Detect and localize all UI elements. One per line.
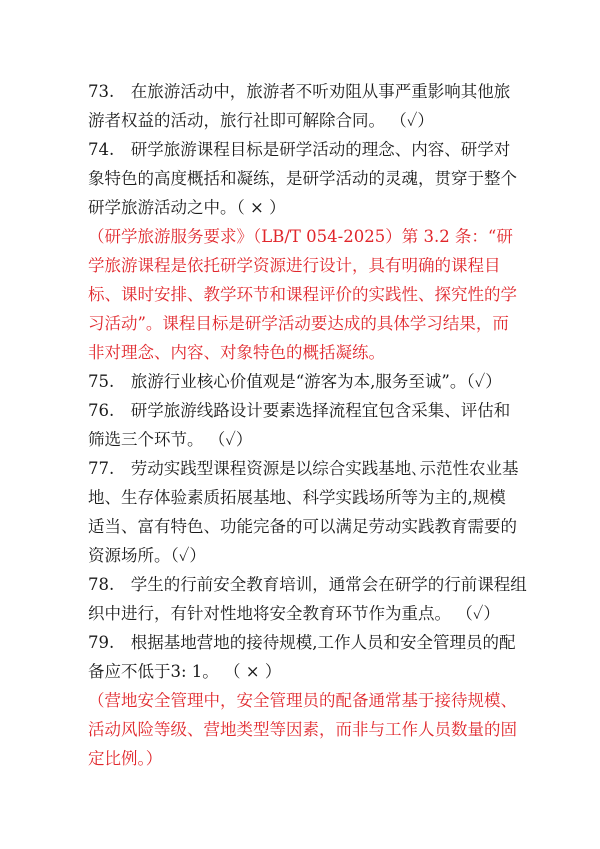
- question-78-line-1: 78. 学生的行前安全教育培训，通常会在研学的行前课程组: [88, 575, 527, 594]
- question-75-line-1: 75. 旅游行业核心价值观是“游客为本,服务至诚”。（✓）: [88, 372, 502, 391]
- question-74-line-1: 74. 研学旅游课程目标是研学活动的理念、内容、研学对: [88, 140, 511, 159]
- question-76-line-2: 筛选三个环节。 （✓）: [88, 430, 253, 449]
- explanation-74-line-2: 学旅游课程是依托研学资源进行设计，具有明确的课程目: [88, 256, 501, 275]
- question-76-line-1: 76. 研学旅游线路设计要素选择流程宜包含采集、评估和: [88, 401, 511, 420]
- question-78-line-2: 织中进行，有针对性地将安全教育环节作为重点。 （✓）: [88, 604, 500, 623]
- question-74-line-3: 研学旅游活动之中。（ × ）: [88, 198, 286, 217]
- question-77-line-3: 适当、富有特色、功能完备的可以满足劳动实践教育需要的: [88, 517, 517, 536]
- explanation-79-line-3: 定比例。）: [88, 749, 163, 768]
- question-77-line-1: 77. 劳动实践型课程资源是以综合实践基地､示范性农业基: [88, 459, 519, 478]
- explanation-79-line-1: （营地安全管理中，安全管理员的配备通常基于接待规模、: [88, 691, 517, 710]
- explanation-74-line-4: 习活动”。课程目标是研学活动要达成的具体学习结果，而: [88, 314, 509, 333]
- explanation-74-line-3: 标、课时安排、教学环节和课程评价的实践性、探究性的学: [88, 285, 517, 304]
- explanation-74-line-1: （研学旅游服务要求》（LB/T 054-2025）第 3.2 条：“研: [88, 227, 513, 246]
- question-73-line-2: 游者权益的活动，旅行社即可解除合同。 （✓）: [88, 111, 434, 130]
- explanation-79-line-2: 活动风险等级、营地类型等因素，而非与工作人员数量的固: [88, 720, 517, 739]
- question-77-line-2: 地、生存体验素质拓展基地、科学实践场所等为主的,规模: [88, 488, 506, 507]
- question-74-line-2: 象特色的高度概括和凝练，是研学活动的灵魂，贯穿于整个: [88, 169, 517, 188]
- question-77-line-4: 资源场所。（✓）: [88, 546, 206, 565]
- explanation-74-line-5: 非对理念、内容、对象特色的概括凝练。: [88, 343, 385, 362]
- question-79-line-2: 备应不低于3: 1。 （ × ）: [88, 662, 282, 681]
- question-79-line-1: 79. 根据基地营地的接待规模,工作人员和安全管理员的配: [88, 633, 516, 652]
- question-73-line-1: 73. 在旅游活动中，旅游者不听劝阻从事严重影响其他旅: [88, 82, 511, 101]
